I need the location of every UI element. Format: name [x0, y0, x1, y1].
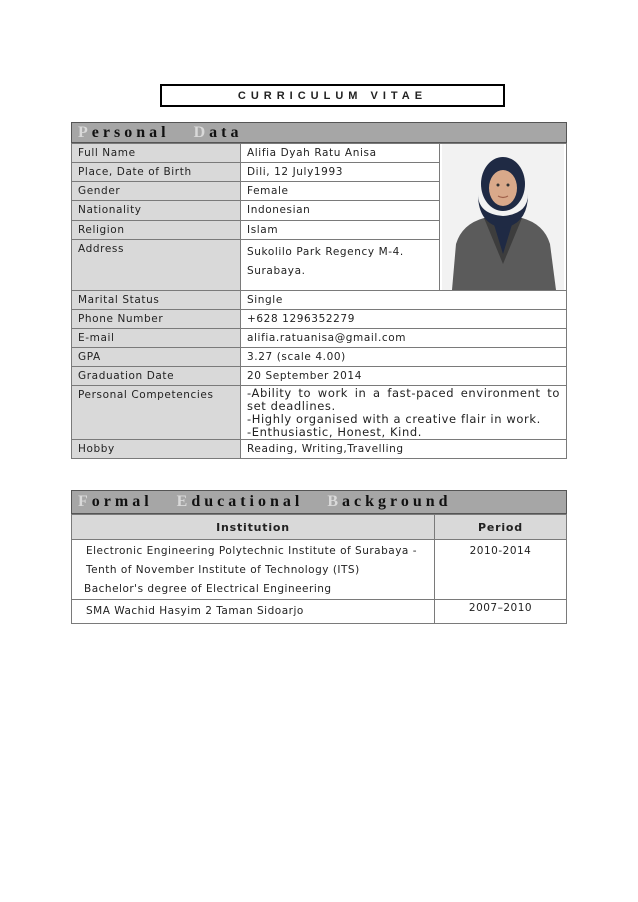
field-label: Hobby — [72, 440, 241, 459]
institution-line: Electronic Engineering Polytechnic Institute of Surabaya - — [86, 545, 417, 557]
table-row — [72, 144, 567, 163]
table-header-row — [72, 515, 567, 540]
field-value: 20 September 2014 — [241, 367, 567, 386]
profile-photo-cell — [440, 144, 567, 291]
field-value: Female — [241, 182, 440, 201]
field-value: Islam — [241, 220, 440, 239]
period-cell: 2010-2014 — [435, 540, 567, 600]
institution-line: Bachelor's degree of Electrical Engineering — [84, 583, 332, 595]
institution-line: Tenth of November Institute of Technology (ITS) — [86, 564, 360, 576]
institution-cell — [72, 540, 435, 600]
address-line: Sukolilo Park Regency M-4. — [247, 245, 404, 258]
address-line: Surabaya. — [247, 264, 306, 277]
education-table — [71, 514, 567, 624]
table-row — [72, 386, 567, 440]
field-label: Full Name — [72, 144, 241, 163]
table-row — [72, 540, 567, 600]
table-row — [72, 600, 567, 624]
field-value: Dili, 12 July1993 — [241, 163, 440, 182]
personal-data-heading — [71, 122, 567, 143]
institution-header: Institution — [72, 515, 435, 540]
heading-cap: D — [193, 123, 210, 141]
field-label: Gender — [72, 182, 241, 201]
heading-cap: E — [176, 493, 192, 510]
institution-line: SMA Wachid Hasyim 2 Taman Sidoarjo — [86, 605, 304, 617]
field-label: Marital Status — [72, 291, 241, 310]
profile-photo — [442, 144, 564, 290]
field-value: Reading, Writing,Travelling — [241, 440, 567, 459]
field-value: +628 1296352279 — [241, 310, 567, 329]
heading-cap: P — [78, 123, 92, 141]
field-value: 3.27 (scale 4.00) — [241, 348, 567, 367]
heading-word: ersonal — [91, 123, 170, 141]
competency-line: -Enthusiastic, Honest, Kind. — [247, 425, 422, 439]
education-heading — [71, 490, 567, 514]
field-value — [241, 239, 440, 290]
heading-word: ducational — [191, 493, 304, 510]
competency-line: -Ability to work in a fast-paced environment to set deadlines. — [247, 386, 560, 413]
field-label: GPA — [72, 348, 241, 367]
period-cell: 2007–2010 — [435, 600, 567, 624]
table-row — [72, 367, 567, 386]
table-row — [72, 291, 567, 310]
field-label: Nationality — [72, 201, 241, 220]
table-row — [72, 440, 567, 459]
field-value — [241, 386, 567, 440]
field-label: Religion — [72, 220, 241, 239]
competency-line: -Highly organised with a creative flair in work. — [247, 412, 541, 426]
field-label: Personal Competencies — [72, 386, 241, 440]
heading-word: ata — [209, 123, 243, 141]
table-row — [72, 329, 567, 348]
institution-cell — [72, 600, 435, 624]
field-value: Alifia Dyah Ratu Anisa — [241, 144, 440, 163]
personal-data-table — [71, 143, 567, 459]
heading-word: ormal — [91, 493, 153, 510]
field-label: Phone Number — [72, 310, 241, 329]
table-row — [72, 310, 567, 329]
field-value: alifia.ratuanisa@gmail.com — [241, 329, 567, 348]
field-value: Indonesian — [241, 201, 440, 220]
field-value: Single — [241, 291, 567, 310]
table-row — [72, 348, 567, 367]
field-label: E-mail — [72, 329, 241, 348]
heading-word: ackground — [342, 493, 452, 510]
period-header: Period — [435, 515, 567, 540]
field-label: Place, Date of Birth — [72, 163, 241, 182]
field-label: Graduation Date — [72, 367, 241, 386]
field-label: Address — [72, 239, 241, 290]
heading-cap: F — [78, 493, 92, 510]
heading-cap: B — [327, 493, 343, 510]
cv-title: CURRICULUM VITAE — [160, 84, 505, 107]
